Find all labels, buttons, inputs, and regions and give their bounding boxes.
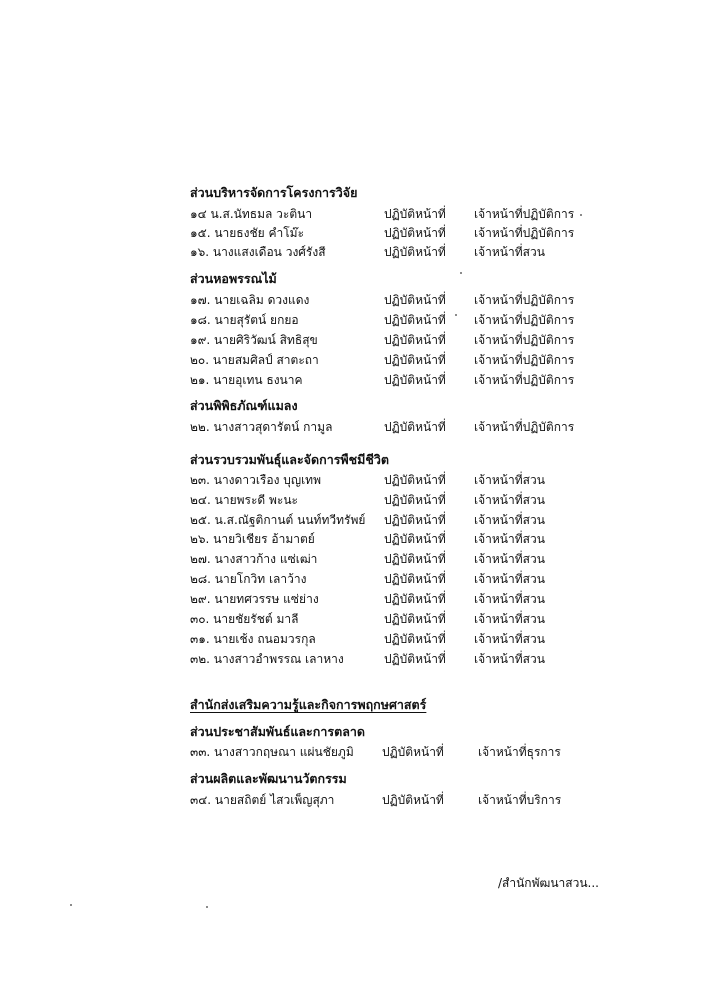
staff-role: เจ้าหน้าที่บริการ [478, 793, 562, 807]
staff-role: เจ้าหน้าที่สวน [474, 632, 545, 646]
scan-speck [460, 272, 462, 274]
section-heading-living-collections: ส่วนรวบรวมพันธุ์และจัดการพืชมีชีวิต [190, 452, 390, 467]
staff-name: ๑๙. นายศิริวัฒน์ สิทธิสุข [190, 333, 318, 347]
staff-position: ปฏิบัติหน้าที่ [384, 420, 446, 434]
staff-position: ปฏิบัติหน้าที่ [384, 333, 446, 347]
staff-name: ๓๑. นายเช้ง ถนอมวรกุล [190, 632, 316, 646]
staff-name: ๒๓. นางดาวเรือง บุญเทพ [190, 473, 322, 487]
staff-role: เจ้าหน้าที่สวน [474, 532, 545, 546]
staff-role: เจ้าหน้าที่สวน [474, 493, 545, 507]
staff-name: ๒๕. น.ส.ณัฐติกานต์ นนท์ทวีทรัพย์ [190, 513, 366, 527]
staff-row [0, 291, 714, 309]
staff-role: เจ้าหน้าที่สวน [474, 572, 545, 586]
staff-row [0, 610, 714, 628]
staff-position: ปฏิบัติหน้าที่ [384, 592, 446, 606]
staff-row [0, 511, 714, 529]
staff-position: ปฏิบัติหน้าที่ [384, 493, 446, 507]
staff-name: ๑๖. นางแสงเดือน วงศ์รังสี [190, 245, 326, 259]
staff-row [0, 351, 714, 369]
staff-role: เจ้าหน้าที่สวน [474, 612, 545, 626]
staff-role: เจ้าหน้าที่ปฏิบัติการ [474, 293, 575, 307]
staff-row [0, 471, 714, 489]
staff-position: ปฏิบัติหน้าที่ [384, 226, 446, 240]
staff-name: ๓๐. นายชัยรัชต์ มาลี [190, 612, 299, 626]
staff-row [0, 650, 714, 668]
staff-row [0, 630, 714, 648]
section-heading-herbarium: ส่วนหอพรรณไม้ [190, 271, 277, 286]
staff-name: ๒๒. นางสาวสุดารัตน์ กามูล [190, 420, 333, 434]
staff-role: เจ้าหน้าที่ปฏิบัติการ [474, 226, 575, 240]
scan-speck [206, 906, 208, 908]
staff-name: ๑๗. นายเฉลิม ดวงแดง [190, 293, 310, 307]
staff-role: เจ้าหน้าที่สวน [474, 513, 545, 527]
section-heading-innovation: ส่วนผลิตและพัฒนานวัตกรรม [190, 771, 347, 786]
staff-row [0, 550, 714, 568]
staff-row [0, 791, 714, 809]
staff-position: ปฏิบัติหน้าที่ [384, 652, 446, 666]
staff-name: ๓๓. นางสาวกฤษณา แผ่นชัยภูมิ [190, 745, 354, 759]
staff-position: ปฏิบัติหน้าที่ [384, 313, 446, 327]
staff-position: ปฏิบัติหน้าที่ [384, 513, 446, 527]
scan-speck [580, 214, 582, 216]
staff-role: เจ้าหน้าที่สวน [474, 592, 545, 606]
staff-row [0, 371, 714, 389]
staff-position: ปฏิบัติหน้าที่ [384, 293, 446, 307]
staff-row [0, 243, 714, 261]
staff-role: เจ้าหน้าที่ปฏิบัติการ [474, 353, 575, 367]
staff-position: ปฏิบัติหน้าที่ [384, 245, 446, 259]
staff-position: ปฏิบัติหน้าที่ [384, 532, 446, 546]
staff-row [0, 418, 714, 436]
staff-name: ๒๘. นายโกวิท เลาว้าง [190, 572, 307, 586]
staff-name: ๑๕. นายธงชัย คำโม๊ะ [190, 226, 305, 240]
staff-row [0, 224, 714, 242]
staff-position: ปฏิบัติหน้าที่ [384, 373, 446, 387]
staff-row [0, 530, 714, 548]
staff-position: ปฏิบัติหน้าที่ [384, 473, 446, 487]
staff-position: ปฏิบัติหน้าที่ [382, 793, 444, 807]
staff-position: ปฏิบัติหน้าที่ [384, 572, 446, 586]
staff-position: ปฏิบัติหน้าที่ [384, 353, 446, 367]
staff-role: เจ้าหน้าที่ปฏิบัติการ [474, 207, 575, 221]
staff-role: เจ้าหน้าที่ธุรการ [478, 745, 561, 759]
scan-speck [455, 314, 457, 316]
office-heading: สำนักส่งเสริมความรู้และกิจการพฤกษศาสตร์ [190, 697, 427, 712]
staff-row [0, 570, 714, 588]
section-heading-pr-marketing: ส่วนประชาสัมพันธ์และการตลาด [190, 724, 365, 739]
staff-row [0, 590, 714, 608]
staff-role: เจ้าหน้าที่สวน [474, 473, 545, 487]
section-heading-research-projects: ส่วนบริหารจัดการโครงการวิจัย [190, 185, 358, 200]
staff-role: เจ้าหน้าที่ปฏิบัติการ [474, 373, 575, 387]
staff-name: ๒๔. นายพระดี พะนะ [190, 493, 299, 507]
staff-name: ๒๗. นางสาวก้าง แซ่เฒ่า [190, 552, 318, 566]
staff-name: ๒๙. นายทศวรรษ แซ่ย่าง [190, 592, 319, 606]
staff-role: เจ้าหน้าที่สวน [474, 245, 545, 259]
staff-position: ปฏิบัติหน้าที่ [384, 632, 446, 646]
scan-speck [70, 904, 72, 906]
staff-row [0, 491, 714, 509]
staff-name: ๒๑. นายอุเทน ธงนาค [190, 373, 303, 387]
staff-row [0, 311, 714, 329]
continuation-note: /สำนักพัฒนาสวน... [498, 876, 599, 890]
staff-role: เจ้าหน้าที่ปฏิบัติการ [474, 313, 575, 327]
staff-name: ๑๘. นายสุรัตน์ ยกยอ [190, 313, 299, 327]
staff-name: ๑๔ น.ส.นัทธมล วะตินา [190, 207, 313, 221]
staff-role: เจ้าหน้าที่สวน [474, 552, 545, 566]
staff-name: ๓๒. นางสาวอำพรรณ เลาหาง [190, 652, 344, 666]
staff-name: ๒๐. นายสมศิลป์ สาตะถา [190, 353, 319, 367]
staff-role: เจ้าหน้าที่สวน [474, 652, 545, 666]
staff-role: เจ้าหน้าที่ปฏิบัติการ [474, 420, 575, 434]
staff-name: ๓๔. นายสถิตย์ ไสวเพ็ญสุภา [190, 793, 335, 807]
staff-position: ปฏิบัติหน้าที่ [384, 207, 446, 221]
staff-row [0, 205, 714, 223]
staff-name: ๒๖. นายวิเชียร อ้ามาตย์ [190, 532, 315, 546]
staff-row [0, 331, 714, 349]
staff-position: ปฏิบัติหน้าที่ [382, 745, 444, 759]
staff-position: ปฏิบัติหน้าที่ [384, 612, 446, 626]
staff-row [0, 743, 714, 761]
section-heading-insect-museum: ส่วนพิพิธภัณฑ์แมลง [190, 398, 298, 413]
staff-position: ปฏิบัติหน้าที่ [384, 552, 446, 566]
staff-role: เจ้าหน้าที่ปฏิบัติการ [474, 333, 575, 347]
